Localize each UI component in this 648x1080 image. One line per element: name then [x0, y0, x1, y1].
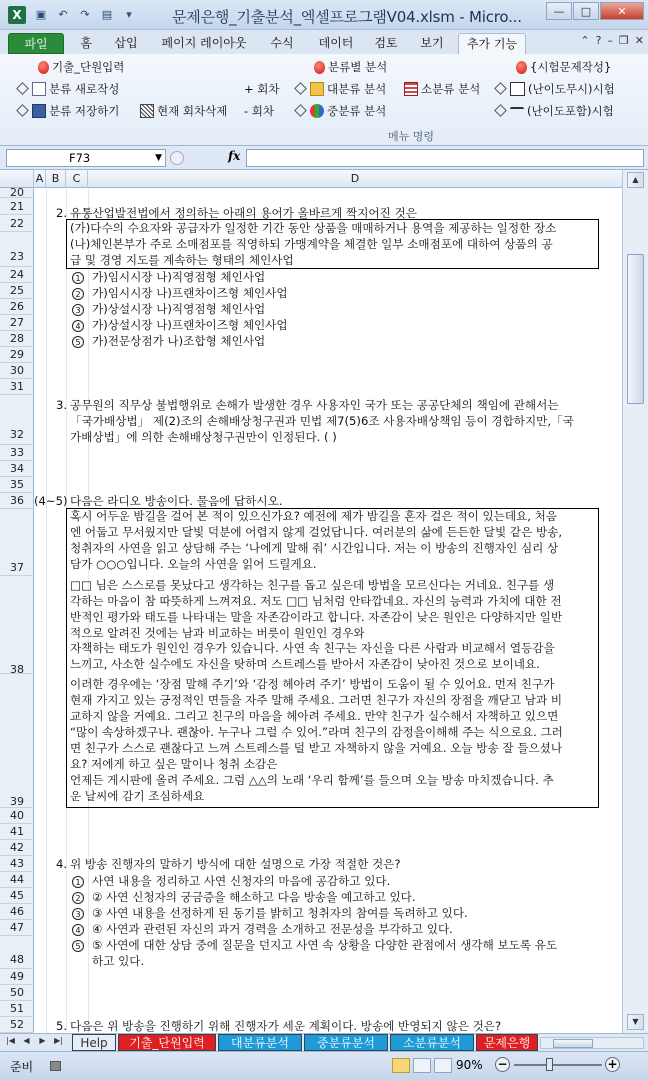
question-stem: 다음은 위 방송을 진행하기 위해 진행자가 세운 계획이다. 방송에 반영되지 않은 것은?	[70, 1019, 502, 1033]
row-header[interactable]: 37	[0, 509, 34, 576]
diamond-icon	[294, 104, 307, 117]
question-number: 5.	[56, 1019, 68, 1033]
question-line: 공무원의 직무상 불법행위로 손해가 발생한 경우 사용자인 국가 또는 공공단체의 책임에 관해서는	[70, 398, 559, 412]
choice-marker: 5	[72, 336, 84, 348]
passage-line: 청취자의 사연을 읽고 상담해 주는 ‘나에게 말해 줘’ 시간입니다. 저는 이 방송의 진행자인 심리 상	[70, 541, 559, 555]
name-box[interactable]: F73 ▼	[6, 149, 166, 167]
minimize-ribbon-icon[interactable]: ⌃	[580, 34, 590, 47]
tab-formulas[interactable]: 수식	[270, 36, 294, 50]
row-header[interactable]: 33	[0, 445, 34, 461]
ribbon-tabs	[0, 30, 648, 54]
status-bar	[0, 1051, 648, 1080]
passage-line: 교하지 않을 거예요. 그리고 친구의 마음을 헤아려 주세요. 만약 친구가 실수해서 자책하고 있으면	[70, 709, 559, 723]
passage-line: (나)체인본부가 주로 소매점포를 직영하되 가맹계약을 체결한 일부 소매점포에 대하여 상품의 공	[70, 237, 553, 251]
choice-item[interactable]: 1 사연 내용을 정리하고 사연 신청자의 마음에 공감하고 있다.	[72, 873, 390, 889]
table-icon	[404, 82, 418, 96]
window-controls	[545, 2, 644, 20]
passage-line: 적으로 알려진 것에는 남과 비교하는 버릇이 원인인 경우와	[70, 626, 365, 640]
question-line: 가배상법」에 의한 손해배상청구권만이 인정된다. ( )	[70, 430, 337, 444]
exam-with-difficulty-button[interactable]: (난이도포함)시험	[494, 102, 614, 120]
choice-marker: 3	[72, 908, 84, 920]
row-header[interactable]: 42	[0, 840, 34, 856]
bulb-icon	[38, 61, 49, 74]
passage-line: 반적인 평가와 태도를 나타내는 말을 자존감이라고 합니다. 자존감이 낮은 원인은 다양하지만 일반	[70, 610, 563, 624]
choice-marker: 3	[72, 304, 84, 316]
sheet-navigation	[4, 1036, 65, 1045]
close-button[interactable]: ✕	[600, 2, 644, 20]
zoom-slider[interactable]	[514, 1064, 602, 1066]
normal-view-button[interactable]	[392, 1058, 410, 1073]
bulb-icon	[516, 61, 527, 74]
column-header-c[interactable]: C	[66, 170, 88, 188]
tab-page-layout[interactable]: 페이지 레이아웃	[161, 36, 247, 50]
choice-marker: 1	[72, 876, 84, 888]
tab-data[interactable]: 데이터	[318, 36, 354, 50]
question-number: 2.	[56, 206, 68, 220]
passage-line: 현재 가지고 있는 긍정적인 면들을 자주 말해 주세요. 그러면 친구가 자신의 장점을 깨닫고 남과 비	[70, 693, 563, 707]
row-header[interactable]: 28	[0, 331, 34, 347]
bulb-icon	[314, 61, 325, 74]
row-header[interactable]: 46	[0, 904, 34, 920]
scrollbar-thumb[interactable]	[627, 254, 644, 404]
macro-record-icon[interactable]	[50, 1061, 61, 1071]
middle-category-analysis-button[interactable]: 중분류 분석	[294, 102, 386, 120]
page-break-view-button[interactable]	[434, 1058, 452, 1073]
passage-line: 요? 저에게 하고 싶은 말이나 청취 소감은	[70, 757, 278, 771]
choice-marker: 2	[72, 288, 84, 300]
save-icon[interactable]: ▣	[35, 8, 47, 21]
passage-line: 운 날씨에 감기 조심하세요	[70, 789, 205, 803]
diamond-icon	[16, 82, 29, 95]
sheet-tab-middle-analysis[interactable]: 중분류분석	[304, 1034, 388, 1051]
horizontal-scrollbar[interactable]	[540, 1037, 644, 1049]
tab-review[interactable]: 검토	[374, 36, 398, 50]
view-buttons	[392, 1058, 452, 1073]
ribbon-panel	[0, 54, 648, 146]
row-header[interactable]: 23	[0, 232, 34, 267]
row-header[interactable]: 47	[0, 920, 34, 936]
diamond-icon	[294, 82, 307, 95]
customize-qat-icon[interactable]: ▾	[126, 8, 132, 21]
row-header[interactable]: 29	[0, 347, 34, 363]
status-ready: 준비	[10, 1060, 34, 1074]
passage-line: 언제든 게시판에 올려 주세요. 그럼 △△의 노래 ‘우리 함께’를 들으며 오늘 방송 마치겠습니다. 추	[70, 773, 554, 787]
last-sheet-icon[interactable]: ▶|	[54, 1036, 63, 1045]
row-header[interactable]: 27	[0, 315, 34, 331]
column-header-d[interactable]: D	[350, 172, 360, 185]
row-header[interactable]: 40	[0, 808, 34, 824]
choice-item[interactable]: 2 ② 사연 신청자의 궁금증을 해소하고 다음 방송을 예고하고 있다.	[72, 889, 416, 905]
row-header[interactable]: 32	[0, 395, 34, 445]
diamond-icon	[16, 104, 29, 117]
row-header[interactable]: 36	[0, 493, 34, 509]
row-header[interactable]: 49	[0, 969, 34, 985]
key-icon	[510, 107, 524, 113]
question-range-label: (4~5)	[34, 494, 68, 508]
row-header[interactable]: 35	[0, 477, 34, 493]
tab-add-ins[interactable]: 추가 기능	[458, 33, 526, 54]
row-header[interactable]: 25	[0, 283, 34, 299]
exam-unit-input-button[interactable]: 기출_단원입력	[38, 58, 124, 76]
ribbon-controls	[580, 34, 644, 47]
chevron-down-icon[interactable]: ▼	[155, 153, 162, 163]
save-icon	[32, 104, 46, 118]
maximize-button[interactable]: □	[573, 2, 599, 20]
choice-item[interactable]: 2 가)임시시장 나)프랜차이즈형 체인사업	[72, 285, 288, 301]
add-round-button[interactable]: + 회차	[244, 82, 280, 96]
question-line: 「국가배상법」 제(2)조의 손해배상청구권과 민법 제7(5)6조 사용자배상책임 등이 경합하지만,「국	[70, 414, 574, 428]
choice-marker: 1	[72, 272, 84, 284]
row-header[interactable]: 22	[0, 215, 34, 232]
grid-icon	[140, 104, 154, 118]
row-header[interactable]: 52	[0, 1017, 34, 1033]
help-icon[interactable]: ?	[595, 34, 602, 47]
choice-marker: 2	[72, 892, 84, 904]
choice-item-continued: 하고 있다.	[92, 954, 145, 968]
row-header[interactable]: 24	[0, 267, 34, 283]
doc-close-icon[interactable]: ✕	[634, 34, 644, 47]
passage-line: 혹시 어두운 밤길을 걸어 본 적이 있으신가요? 예전에 제가 밤길을 혼자 걸은 적이 있는데요, 처음	[70, 509, 558, 523]
new-category-button[interactable]: 분류 새로작성	[16, 80, 119, 98]
row-header[interactable]: 48	[0, 936, 34, 969]
tab-home[interactable]: 홈	[80, 36, 92, 50]
scroll-down-icon[interactable]: ▼	[627, 1014, 644, 1030]
passage-line: 각하는 마음이 참 따뜻하게 느껴져요. 저도 □□ 님처럼 안타깝네요. 자신의 능력과 가치에 대한 전	[70, 594, 562, 608]
zoom-out-button[interactable]: −	[495, 1057, 510, 1072]
document-icon	[32, 82, 46, 96]
row-header[interactable]: 44	[0, 872, 34, 888]
sheet-tab-major-analysis[interactable]: 대분류분석	[218, 1034, 302, 1051]
save-category-button[interactable]: 분류 저장하기	[16, 102, 119, 120]
doc-restore-icon[interactable]: ❐	[618, 34, 629, 47]
row-header[interactable]: 21	[0, 198, 34, 215]
question-number: 3.	[56, 398, 68, 412]
doc-minimize-icon[interactable]: –	[607, 34, 613, 47]
row-header[interactable]: 45	[0, 888, 34, 904]
minor-category-analysis-button[interactable]: 소분류 분석	[404, 80, 480, 98]
diamond-icon	[494, 104, 507, 117]
delete-round-button[interactable]: 현재 회차삭제	[140, 102, 227, 120]
choice-marker: 4	[72, 320, 84, 332]
shapes-icon	[310, 104, 324, 118]
row-header[interactable]: 31	[0, 379, 34, 395]
row-header[interactable]: 26	[0, 299, 34, 315]
scrollbar-thumb[interactable]	[553, 1039, 593, 1048]
row-headers	[0, 188, 34, 1033]
tab-insert[interactable]: 삽입	[114, 36, 138, 50]
select-all-corner[interactable]	[0, 170, 34, 188]
redo-icon[interactable]: ↷	[80, 8, 90, 21]
page-layout-view-button[interactable]	[413, 1058, 431, 1073]
formula-bar	[0, 146, 648, 170]
passage-line: □□ 님은 스스로를 못났다고 생각하는 친구를 돕고 싶은데 방법을 모르신다는 거네요. 친구를 생	[70, 578, 555, 592]
passage-line: “많이 속상하겠구나. 괜찮아. 누구나 그럴 수 있어.”라며 친구의 감정을이해해 주는 식으로요. 그러	[70, 725, 563, 739]
row-header[interactable]: 39	[0, 674, 34, 808]
vertical-scrollbar[interactable]	[622, 170, 648, 1033]
excel-app-icon[interactable]: X	[8, 6, 26, 24]
sheet-tab-exam-input[interactable]: 기출_단원입력	[118, 1034, 216, 1051]
choice-marker: 5	[72, 940, 84, 952]
major-category-analysis-button[interactable]: 대분류 분석	[294, 80, 386, 98]
create-exam-button[interactable]: {시험문제작성}	[516, 58, 611, 76]
choice-item[interactable]: 5 ⑤ 사연에 대한 상담 중에 질문을 던지고 사연 속 상황을 다양한 관점에서 생각해 보도록 유도	[72, 937, 557, 953]
ribbon-group-label: 메뉴 명령	[388, 130, 435, 143]
passage-line: 급 및 경영 지도를 계속하는 형태의 체인사업	[70, 253, 294, 267]
passage-line: 느끼고, 사소한 실수에도 자신을 탓하며 스트레스를 받아서 자존감이 낮아진 것으로 보이네요.	[70, 657, 540, 671]
row-header[interactable]: 38	[0, 576, 34, 674]
choice-item[interactable]: 1 가)임시시장 나)직영점형 체인사업	[72, 269, 265, 285]
passage-line: 이러한 경우에는 ‘장점 말해 주기’와 ‘감정 헤아려 주기’ 방법이 도움이 될 수 있어요. 먼저 친구가	[70, 677, 555, 691]
row-header[interactable]: 20	[0, 188, 34, 198]
quick-access-toolbar	[32, 6, 138, 24]
formula-status-icon	[170, 151, 184, 165]
print-preview-icon[interactable]: ▤	[101, 8, 113, 21]
sheet-tab-question-bank[interactable]: 문제은행	[476, 1034, 538, 1051]
next-sheet-icon[interactable]: ▶	[39, 1036, 46, 1045]
gridline	[46, 188, 47, 1033]
first-sheet-icon[interactable]: |◀	[6, 1036, 15, 1045]
prev-sheet-icon[interactable]: ◀	[23, 1036, 30, 1045]
zoom-in-button[interactable]: +	[605, 1057, 620, 1072]
worksheet-grid[interactable]	[0, 188, 622, 1033]
exam-ignore-difficulty-button[interactable]: (난이도무시)시험	[494, 80, 615, 98]
choice-item[interactable]: 4 ④ 사연과 관련된 자신의 과거 경력을 소개하고 전문성을 부각하고 있다.	[72, 921, 453, 937]
tab-file[interactable]: 파일	[8, 33, 64, 54]
row-header[interactable]: 50	[0, 985, 34, 1001]
question-number: 4.	[56, 857, 68, 871]
category-analysis-button[interactable]: 분류별 분석	[314, 58, 387, 76]
choice-marker: 4	[72, 924, 84, 936]
choice-item[interactable]: 5 가)전문상점가 나)조합형 체인사업	[72, 333, 265, 349]
question-stem: 다음은 라디오 방송이다. 물음에 답하시오.	[70, 494, 283, 508]
row-header[interactable]: 41	[0, 824, 34, 840]
choice-item[interactable]: 4 가)상설시장 나)프랜차이즈형 체인사업	[72, 317, 288, 333]
title-bar	[0, 0, 648, 30]
choice-item[interactable]: 3 가)상설시장 나)직영점형 체인사업	[72, 301, 265, 317]
tab-view[interactable]: 보기	[420, 36, 444, 50]
passage-line: 면 친구가 스스로 괜찮다고 느껴 스트레스를 덜 받고 자책하지 않을 거예요. 오늘 방송 잘 들으셨나	[70, 741, 563, 755]
folder-icon	[310, 82, 324, 96]
choice-item[interactable]: 3 ③ 사연 내용을 선정하게 된 동기를 밝히고 청취자의 참여를 독려하고 있다.	[72, 905, 468, 921]
undo-icon[interactable]: ↶	[58, 8, 68, 21]
minimize-button[interactable]: —	[546, 2, 572, 20]
passage-line: 자책하는 태도가 원인인 경우가 있습니다. 사연 속 친구는 자신을 다른 사람과 비교해서 열등감을	[70, 641, 555, 655]
remove-round-button[interactable]: - 회차	[244, 104, 275, 118]
question-stem: 위 방송 진행자의 말하기 방식에 대한 설명으로 가장 적절한 것은?	[70, 857, 401, 871]
window-title: 문제은행_기출분석_엑셀프로그램V04.xlsm - Micro...	[172, 8, 522, 26]
formula-input[interactable]	[246, 149, 644, 167]
book-icon	[510, 82, 525, 96]
row-header[interactable]: 34	[0, 461, 34, 477]
sheet-tab-bar	[0, 1033, 648, 1051]
sheet-tab-minor-analysis[interactable]: 소분류분석	[390, 1034, 474, 1051]
scroll-up-icon[interactable]: ▲	[627, 172, 644, 188]
passage-line: 담가 ○○○입니다. 오늘의 사연을 읽어 드릴게요.	[70, 557, 317, 571]
row-header[interactable]: 43	[0, 856, 34, 872]
column-header-b[interactable]: B	[46, 170, 66, 188]
question-stem: 유통산업발전법에서 정의하는 아래의 용어가 올바르게 짝지어진 것은	[70, 206, 417, 220]
passage-line: 엔 어둡고 무서웠지만 달빛 덕분에 어렵지 않게 걸었답니다. 여러분의 삶에 든든한 달빛 같은 방송,	[70, 525, 563, 539]
row-header[interactable]: 51	[0, 1001, 34, 1017]
column-header-a[interactable]: A	[34, 170, 46, 188]
row-header[interactable]: 30	[0, 363, 34, 379]
insert-function-icon[interactable]: fx	[228, 149, 241, 163]
passage-line: (가)다수의 수요자와 공급자가 일정한 기간 동안 상품을 매매하거나 용역을 제공하는 일정한 장소	[70, 221, 557, 235]
column-headers	[0, 170, 648, 188]
zoom-slider-thumb[interactable]	[546, 1058, 553, 1071]
zoom-level[interactable]: 90%	[456, 1058, 483, 1072]
diamond-icon	[494, 82, 507, 95]
sheet-tab-help[interactable]: Help	[72, 1034, 116, 1051]
